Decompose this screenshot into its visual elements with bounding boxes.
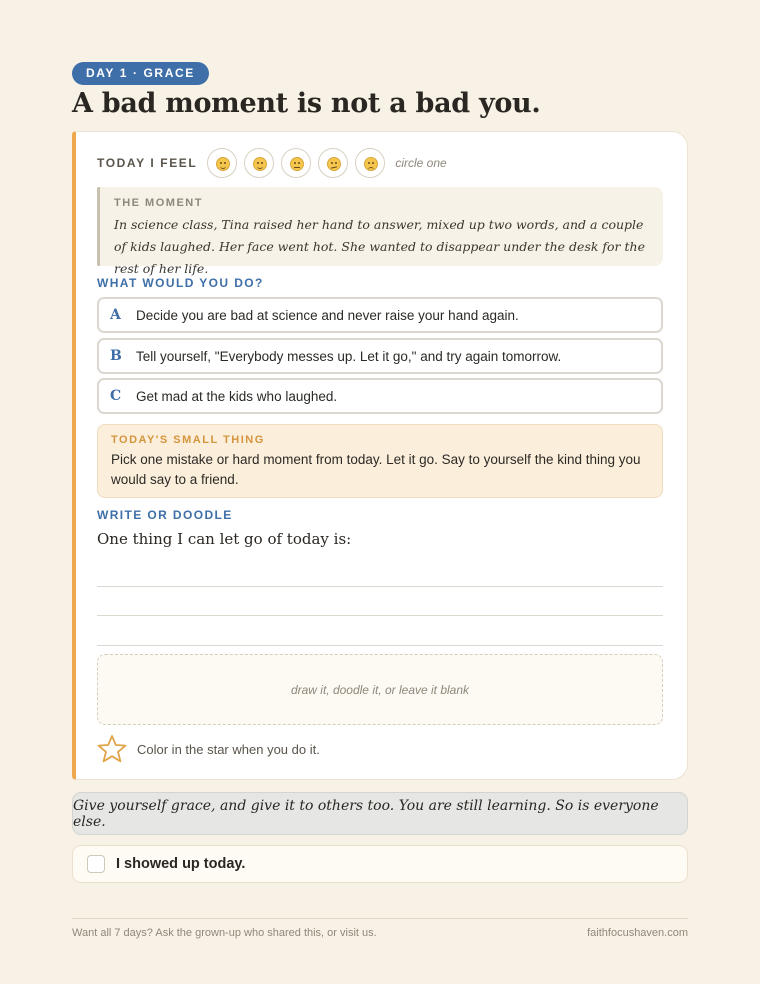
smiling-face-icon[interactable] <box>244 148 274 178</box>
mood-row <box>97 148 447 178</box>
grace-note: Give yourself grace, and give it to others too. You are still learning. So is everyone else. <box>72 792 688 835</box>
showed-up-label: I showed up today. <box>116 856 246 872</box>
writing-line[interactable] <box>97 645 663 646</box>
moment-label: THE MOMENT <box>114 197 203 209</box>
choice-letter: C <box>110 388 122 404</box>
footer-divider <box>72 918 688 919</box>
choice-text: Get mad at the kids who laughed. <box>136 388 338 404</box>
choice-text: Tell yourself, "Everybody messes up. Let it go," and try again tomorrow. <box>136 348 562 364</box>
choice-a[interactable] <box>97 297 663 333</box>
day-badge: DAY 1 · GRACE <box>72 62 209 85</box>
doodle-area[interactable] <box>97 654 663 725</box>
footer-link[interactable]: faithfocushaven.com <box>587 927 688 939</box>
writing-line[interactable] <box>97 615 663 616</box>
relieved-face-icon[interactable] <box>207 148 237 178</box>
small-thing-text: Pick one mistake or hard moment from today. Let it go. Say to yourself the kind thing you would say to a friend. <box>111 452 641 487</box>
writing-line[interactable] <box>97 586 663 587</box>
choice-letter: B <box>110 348 122 364</box>
choice-text: Decide you are bad at science and never raise your hand again. <box>136 307 519 323</box>
star-text: Color in the star when you do it. <box>137 741 320 757</box>
star-row <box>97 733 320 765</box>
moment-text: In science class, Tina raised her hand to answer, mixed up two words, and a couple of kids laughed. Her face went hot. She wanted to disappear under the desk for the rest of her life. <box>114 217 645 276</box>
question-label: WHAT WOULD YOU DO? <box>97 276 264 290</box>
doodle-hint: draw it, doodle it, or leave it blank <box>290 682 470 697</box>
sad-face-icon[interactable] <box>355 148 385 178</box>
footer-note: Want all 7 days? Ask the grown-up who shared this, or visit us. <box>72 927 377 939</box>
choice-letter: A <box>110 307 121 323</box>
activity-card <box>72 131 688 780</box>
small-thing-label: TODAY'S SMALL THING <box>111 434 265 446</box>
choice-b[interactable] <box>97 338 663 374</box>
mood-label: TODAY I FEEL <box>97 156 198 170</box>
showed-up-row[interactable] <box>72 845 688 883</box>
small-thing-box <box>97 424 663 498</box>
moment-box <box>97 187 663 276</box>
neutral-face-icon[interactable] <box>281 148 311 178</box>
write-prompt: One thing I can let go of today is: <box>97 530 352 548</box>
mood-hint: circle one <box>395 156 447 170</box>
page-title: A bad moment is not a bad you. <box>72 88 541 119</box>
showed-up-checkbox[interactable] <box>87 855 105 873</box>
star-icon[interactable] <box>97 734 127 764</box>
choice-c[interactable] <box>97 378 663 414</box>
confused-face-icon[interactable] <box>318 148 348 178</box>
write-label: WRITE OR DOODLE <box>97 508 233 522</box>
